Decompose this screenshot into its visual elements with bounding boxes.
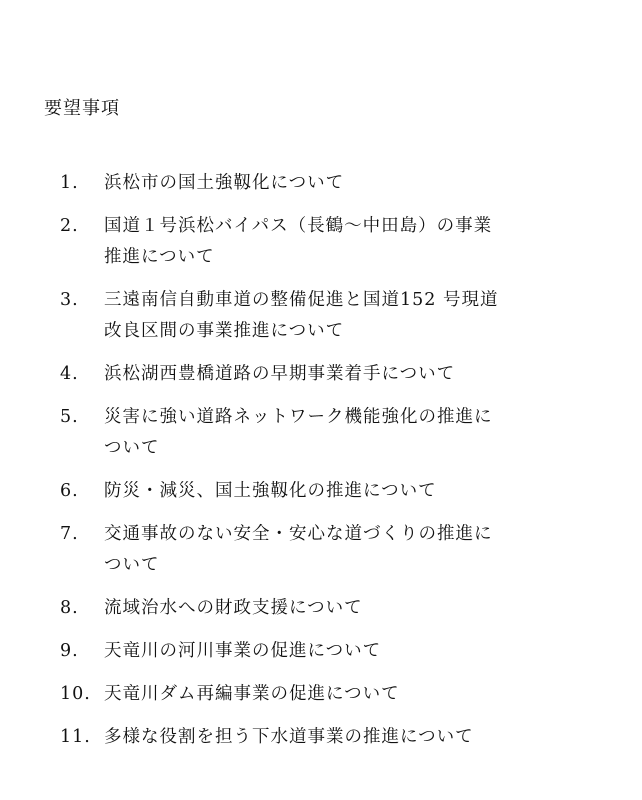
list-item-text: 浜松市の国土強靱化について — [104, 173, 345, 193]
list-item — [60, 593, 590, 624]
list-item — [60, 636, 590, 667]
list-item — [60, 211, 590, 273]
page-title: 要望事項 — [44, 98, 120, 119]
list-item-number: 8. — [60, 598, 79, 618]
list-item — [60, 168, 590, 199]
list-item — [60, 519, 590, 581]
list-item — [60, 285, 590, 347]
list-item — [60, 722, 590, 753]
list-item — [60, 402, 590, 464]
list-item-text: 国道１号浜松バイパス（長鶴〜中田島）の事業 推進について — [104, 216, 493, 267]
list-item-number: 4. — [60, 364, 79, 384]
list-item-text: 流域治水への財政支援について — [104, 598, 363, 618]
list-item-number: 5. — [60, 407, 79, 427]
list-item — [60, 359, 590, 390]
request-list — [60, 168, 590, 765]
list-item-number: 1. — [60, 173, 79, 193]
list-item-text: 災害に強い道路ネットワーク機能強化の推進に ついて — [104, 407, 493, 458]
list-item-number: 11. — [60, 727, 91, 747]
list-item-text: 防災・減災、国土強靱化の推進について — [104, 481, 437, 501]
list-item-number: 3. — [60, 290, 79, 310]
list-item — [60, 476, 590, 507]
list-item-text: 天竜川の河川事業の促進について — [104, 641, 382, 661]
list-item-number: 6. — [60, 481, 79, 501]
list-item-text: 三遠南信自動車道の整備促進と国道152 号現道 改良区間の事業推進について — [104, 290, 499, 341]
list-item-number: 2. — [60, 216, 79, 236]
list-item-number: 7. — [60, 524, 79, 544]
list-item-number: 9. — [60, 641, 79, 661]
list-item-number: 10. — [60, 684, 91, 704]
list-item-text: 浜松湖西豊橋道路の早期事業着手について — [104, 364, 456, 384]
list-item-text: 交通事故のない安全・安心な道づくりの推進に ついて — [104, 524, 493, 575]
list-item — [60, 679, 590, 710]
list-item-text: 天竜川ダム再編事業の促進について — [104, 684, 400, 704]
list-item-text: 多様な役割を担う下水道事業の推進について — [104, 727, 474, 747]
